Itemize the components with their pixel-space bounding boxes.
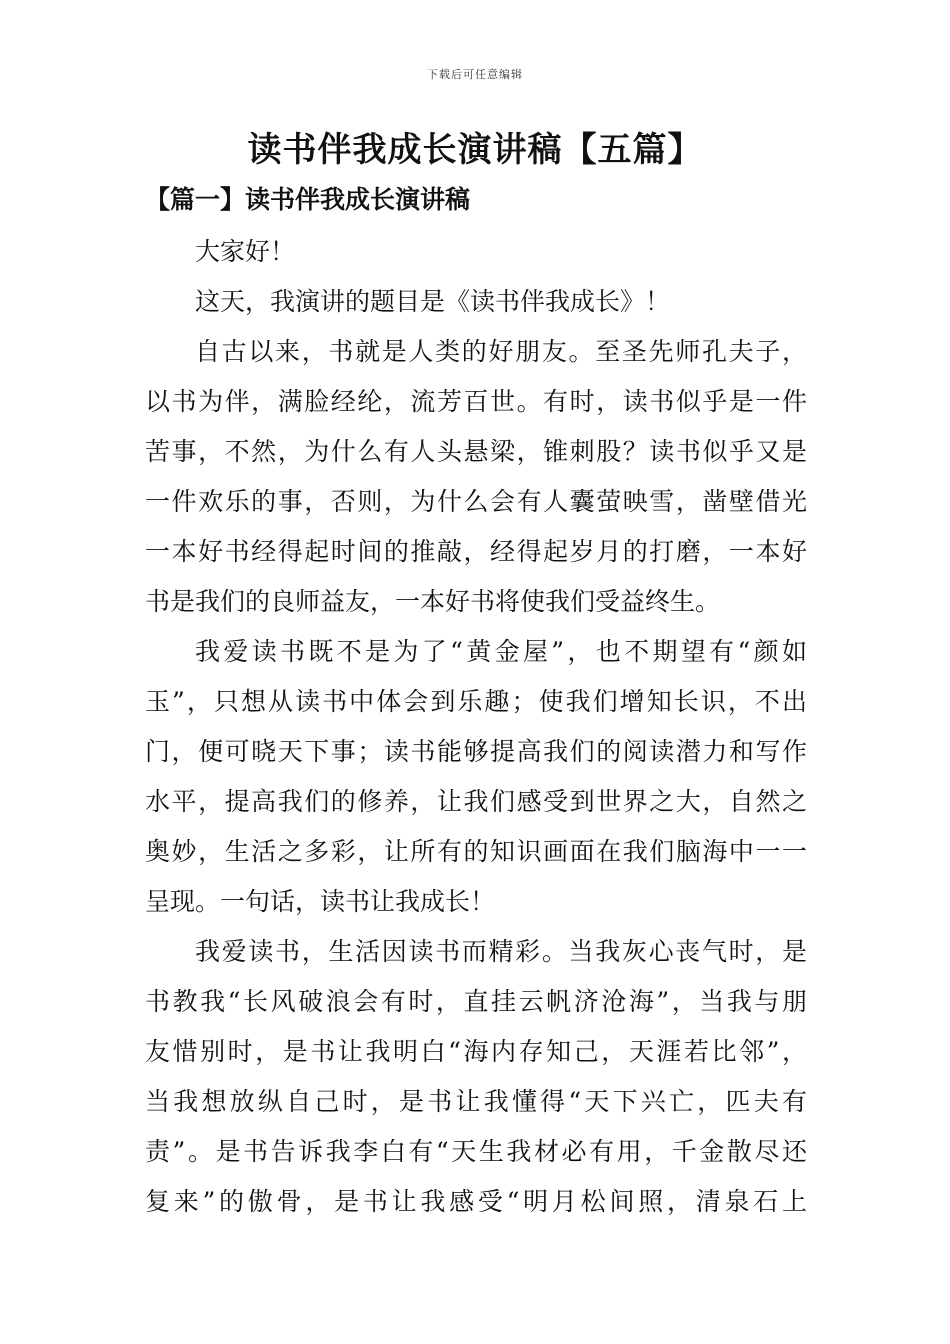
text-line: 这天，我演讲的题目是《读书伴我成长》！ xyxy=(195,287,671,316)
text-line: 一本好书经得起时间的推敲，经得起岁月的打磨，一本好 xyxy=(145,537,807,566)
text-line: 玉”，只想从读书中体会到乐趣；使我们增知长识，不出 xyxy=(145,687,807,716)
text-line: 我爱读书既不是为了“黄金屋”，也不期望有“颜如 xyxy=(195,637,807,666)
text-line: 责”。是书告诉我李白有“天生我材必有用，千金散尽还 xyxy=(145,1137,807,1166)
text-line: 苦事，不然，为什么有人头悬梁，锥刺股？读书似乎又是 xyxy=(145,437,807,466)
text-line: 我爱读书，生活因读书而精彩。当我灰心丧气时，是 xyxy=(195,937,807,966)
text-line: 水平，提高我们的修养，让我们感受到世界之大，自然之 xyxy=(145,787,807,816)
document-body xyxy=(145,227,807,1227)
text-line: 呈现。一句话，读书让我成长！ xyxy=(145,887,496,916)
text-line: 自古以来，书就是人类的好朋友。至圣先师孔夫子， xyxy=(195,337,807,366)
text-line: 以书为伴，满脸经纶，流芳百世。有时，读书似乎是一件 xyxy=(145,387,807,416)
header-note: 下载后可任意编辑 xyxy=(427,68,523,81)
text-line: 门，便可晓天下事；读书能够提高我们的阅读潜力和写作 xyxy=(145,737,807,766)
text-line: 大家好！ xyxy=(195,237,296,266)
document-title: 读书伴我成长演讲稿【五篇】 xyxy=(247,130,703,170)
text-line: 当我想放纵自己时，是书让我懂得“天下兴亡，匹夫有 xyxy=(145,1087,807,1116)
text-line: 友惜别时，是书让我明白“海内存知己，天涯若比邻”， xyxy=(145,1037,807,1066)
text-line: 复来”的傲骨，是书让我感受“明月松间照，清泉石上 xyxy=(145,1187,807,1216)
section-heading: 【篇一】读书伴我成长演讲稿 xyxy=(145,185,471,214)
text-line: 书教我“长风破浪会有时，直挂云帆济沧海”，当我与朋 xyxy=(145,987,807,1016)
text-line: 书是我们的良师益友，一本好书将使我们受益终生。 xyxy=(145,587,721,616)
text-line: 奥妙，生活之多彩，让所有的知识画面在我们脑海中一一 xyxy=(145,837,807,866)
text-line: 一件欢乐的事，否则，为什么会有人囊萤映雪，凿壁借光 xyxy=(145,487,807,516)
